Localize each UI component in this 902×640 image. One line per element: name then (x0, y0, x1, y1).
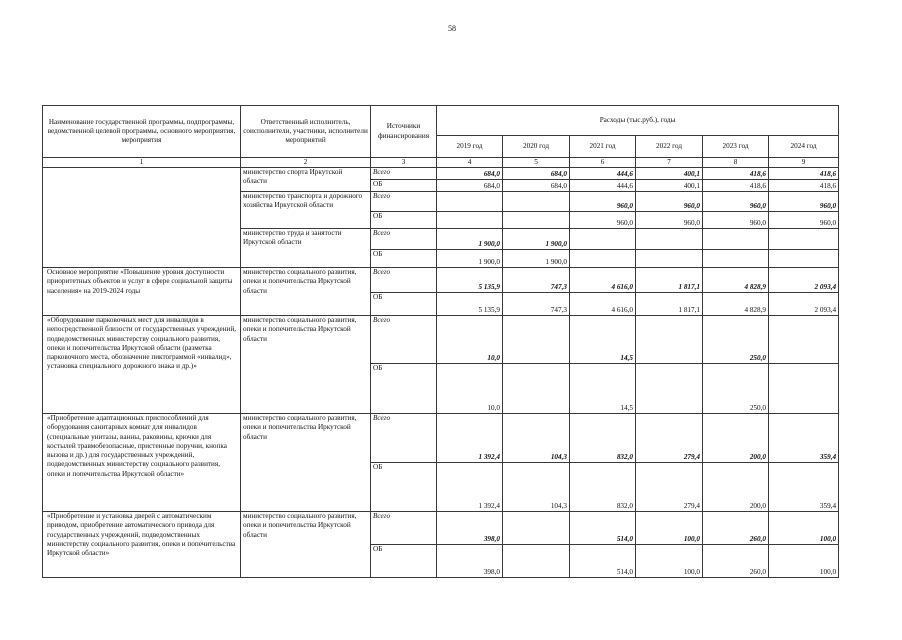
value-cell: 1 900,0 (437, 229, 503, 250)
value-cell: 514,0 (570, 512, 636, 545)
source-total: Всего (371, 316, 437, 364)
value-cell: 960,0 (570, 212, 636, 229)
executor-cell: министерство социального развития, опеки и попечительства Иркутской области (241, 316, 371, 414)
value-cell: 10,0 (437, 364, 503, 414)
value-cell: 398,0 (437, 512, 503, 545)
source-ob: ОБ (371, 293, 437, 316)
value-cell: 684,0 (437, 180, 503, 192)
value-cell: 1 817,1 (636, 293, 703, 316)
value-cell (503, 545, 570, 578)
table-row (43, 512, 839, 545)
value-cell: 832,0 (570, 414, 636, 463)
source-ob: ОБ (371, 180, 437, 192)
value-cell (570, 250, 636, 268)
value-cell (769, 316, 839, 364)
value-cell: 960,0 (703, 192, 769, 212)
value-cell: 100,0 (636, 512, 703, 545)
value-cell: 4 828,9 (703, 293, 769, 316)
header-year: 2023 год (703, 136, 769, 158)
value-cell (636, 229, 703, 250)
source-ob: ОБ (371, 250, 437, 268)
executor-cell: министерство спорта Иркутской области (241, 168, 371, 192)
header-year: 2019 год (437, 136, 503, 158)
value-cell: 100,0 (636, 545, 703, 578)
value-cell: 960,0 (769, 212, 839, 229)
value-cell (636, 316, 703, 364)
value-cell: 684,0 (503, 180, 570, 192)
name-cell-empty (43, 168, 241, 268)
value-cell: 250,0 (703, 364, 769, 414)
activity-name: «Оборудование парковочных мест для инвалидов в непосредственной близости от государственных учреждений, подведомственных министерству социального развития, опеки и попечительства Иркутской области (разметка парковочного места, обозначение пиктограммой «инвалид», установка специального дорожного знака и др.)» (43, 316, 241, 414)
value-cell: 1 392,4 (437, 463, 503, 512)
value-cell (703, 229, 769, 250)
value-cell (503, 512, 570, 545)
value-cell: 4 828,9 (703, 268, 769, 293)
column-number: 4 (437, 158, 503, 168)
page-number: 58 (448, 24, 456, 33)
value-cell: 684,0 (437, 168, 503, 180)
value-cell: 100,0 (769, 545, 839, 578)
header-executor: Ответственный исполнитель, соисполнители, участники, исполнители мероприятий (241, 106, 371, 158)
value-cell (703, 250, 769, 268)
value-cell: 418,6 (703, 180, 769, 192)
value-cell (503, 192, 570, 212)
value-cell: 1 817,1 (636, 268, 703, 293)
value-cell (769, 250, 839, 268)
value-cell: 832,0 (570, 463, 636, 512)
value-cell: 1 392,4 (437, 414, 503, 463)
source-total: Всего (371, 192, 437, 212)
value-cell (503, 364, 570, 414)
value-cell: 5 135,9 (437, 268, 503, 293)
value-cell: 200,0 (703, 414, 769, 463)
column-number: 2 (241, 158, 371, 168)
value-cell: 960,0 (769, 192, 839, 212)
source-total: Всего (371, 268, 437, 293)
budget-table (42, 105, 839, 578)
executor-cell: министерство транспорта и дорожного хозяйства Иркутской области (241, 192, 371, 229)
header-sources: Источники финансирования (371, 106, 437, 158)
column-number: 5 (503, 158, 570, 168)
value-cell (636, 364, 703, 414)
column-number: 7 (636, 158, 703, 168)
value-cell (437, 212, 503, 229)
value-cell: 400,1 (636, 180, 703, 192)
value-cell (769, 364, 839, 414)
value-cell: 104,3 (503, 414, 570, 463)
value-cell: 5 135,9 (437, 293, 503, 316)
value-cell: 747,3 (503, 293, 570, 316)
column-number: 6 (570, 158, 636, 168)
value-cell: 1 900,0 (503, 229, 570, 250)
value-cell: 4 616,0 (570, 268, 636, 293)
header-year: 2021 год (570, 136, 636, 158)
table-row (43, 316, 839, 364)
value-cell (769, 229, 839, 250)
header-name: Наименование государственной программы, подпрограммы, ведомственной целевой программы, основного мероприятия, мероприятия (43, 106, 241, 158)
value-cell: 104,3 (503, 463, 570, 512)
value-cell: 960,0 (636, 212, 703, 229)
source-ob: ОБ (371, 212, 437, 229)
header-year: 2024 год (769, 136, 839, 158)
executor-cell: министерство труда и занятости Иркутской области (241, 229, 371, 268)
value-cell: 4 616,0 (570, 293, 636, 316)
value-cell: 2 093,4 (769, 293, 839, 316)
column-number: 9 (769, 158, 839, 168)
value-cell: 684,0 (503, 168, 570, 180)
executor-cell: министерство социального развития, опеки и попечительства Иркутской области (241, 512, 371, 578)
source-total: Всего (371, 229, 437, 250)
value-cell: 514,0 (570, 545, 636, 578)
value-cell: 10,0 (437, 316, 503, 364)
value-cell: 960,0 (703, 212, 769, 229)
value-cell (437, 192, 503, 212)
value-cell: 200,0 (703, 463, 769, 512)
executor-cell: министерство социального развития, опеки и попечительства Иркутской области (241, 414, 371, 512)
value-cell (503, 316, 570, 364)
value-cell: 260,0 (703, 545, 769, 578)
table-row (43, 414, 839, 463)
value-cell: 1 900,0 (503, 250, 570, 268)
value-cell: 2 093,4 (769, 268, 839, 293)
header-expenses: Расходы (тыс.руб.), годы (437, 106, 839, 136)
activity-name: Основное мероприятие «Повышение уровня доступности приоритетных объектов и услуг в сфере социальной защиты населения» на 2019-2024 годы (43, 268, 241, 316)
source-total: Всего (371, 414, 437, 463)
source-ob: ОБ (371, 463, 437, 512)
source-total: Всего (371, 168, 437, 180)
value-cell: 400,1 (636, 168, 703, 180)
column-number: 1 (43, 158, 241, 168)
value-cell: 418,6 (703, 168, 769, 180)
table-row (43, 268, 839, 293)
value-cell: 444,6 (570, 180, 636, 192)
value-cell (636, 250, 703, 268)
value-cell: 444,6 (570, 168, 636, 180)
value-cell: 279,4 (636, 414, 703, 463)
value-cell: 418,6 (769, 168, 839, 180)
value-cell: 14,5 (570, 316, 636, 364)
activity-name: «Приобретение адаптационных приспособлений для оборудования санитарных комнат для инвалидов (специальные унитазы, ванны, раковины, крючки для костылей травмобезопасные, пристенные поручни, кнопка вызова и др.) для государственных учреждений, подведомственных министерству социального развития, опеки и попечительства Иркутской области» (43, 414, 241, 512)
value-cell: 747,3 (503, 268, 570, 293)
header-year: 2022 год (636, 136, 703, 158)
source-total: Всего (371, 512, 437, 545)
value-cell: 960,0 (636, 192, 703, 212)
value-cell: 250,0 (703, 316, 769, 364)
value-cell: 1 900,0 (437, 250, 503, 268)
value-cell: 14,5 (570, 364, 636, 414)
executor-cell: министерство социального развития, опеки и попечительства Иркутской области (241, 268, 371, 316)
value-cell: 100,0 (769, 512, 839, 545)
value-cell: 418,6 (769, 180, 839, 192)
column-number: 8 (703, 158, 769, 168)
table-row (43, 168, 839, 180)
value-cell: 359,4 (769, 463, 839, 512)
value-cell: 960,0 (570, 192, 636, 212)
source-ob: ОБ (371, 545, 437, 578)
value-cell: 260,0 (703, 512, 769, 545)
value-cell: 398,0 (437, 545, 503, 578)
header-year: 2020 год (503, 136, 570, 158)
value-cell: 359,4 (769, 414, 839, 463)
column-number: 3 (371, 158, 437, 168)
value-cell (570, 229, 636, 250)
source-ob: ОБ (371, 364, 437, 414)
value-cell (503, 212, 570, 229)
activity-name: «Приобретение и установка дверей с автоматическим приводом, приобретение автоматического привода для государственных учреждений, подведомственных министерству социального развития, опеки и попечительства Иркутской области» (43, 512, 241, 578)
value-cell: 279,4 (636, 463, 703, 512)
